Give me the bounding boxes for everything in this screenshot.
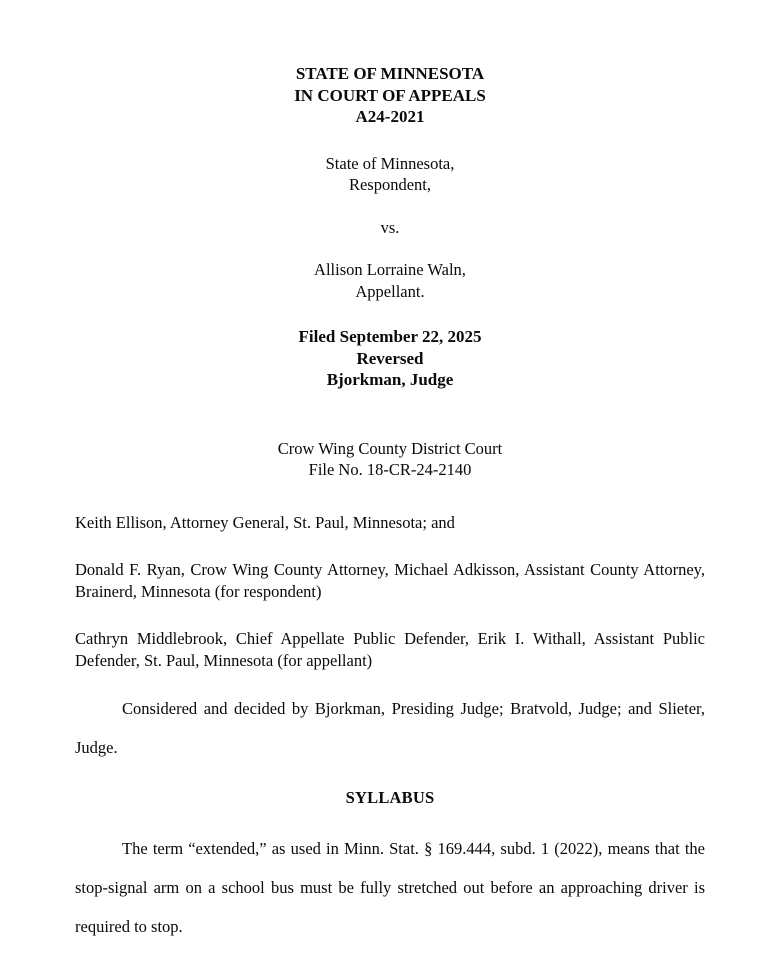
lower-court-file-number: File No. 18-CR-24-2140 — [308, 460, 472, 479]
document-body — [75, 0, 705, 946]
appellant-role: Appellant. — [355, 281, 425, 301]
respondent-name: State of Minnesota, — [325, 153, 455, 173]
state-name: STATE OF MINNESOTA — [295, 64, 485, 83]
filed-date: Filed September 22, 2025 — [298, 327, 482, 346]
counsel-entry: Donald F. Ryan, Crow Wing County Attorney, Michael Adkisson, Assistant County Attorney, Brainerd, Minnesota (for respondent) — [75, 560, 705, 601]
syllabus-heading: SYLLABUS — [345, 788, 435, 807]
disposition-block — [75, 326, 705, 391]
versus-label: vs. — [380, 217, 400, 237]
appellant-name: Allison Lorraine Waln, — [314, 260, 466, 279]
authoring-judge: Bjorkman, Judge — [326, 370, 454, 389]
court-name: IN COURT OF APPEALS — [294, 85, 486, 105]
caption-spacer-2 — [75, 238, 705, 259]
syllabus-text: The term “extended,” as used in Minn. Stat. § 169.444, subd. 1 (2022), means that the stop-signal arm on a school bus must be fully stretched out before an approaching driver is required to stop. — [75, 838, 705, 936]
disposition-outcome: Reversed — [356, 348, 424, 368]
counsel-entry: Keith Ellison, Attorney General, St. Paul, Minnesota; and — [75, 512, 455, 532]
panel-statement: Considered and decided by Bjorkman, Presiding Judge; Bratvold, Judge; and Slieter, Judge. — [75, 699, 705, 757]
court-heading — [75, 63, 705, 128]
lower-court-info — [75, 438, 705, 481]
counsel-entry: Cathryn Middlebrook, Chief Appellate Public Defender, Erik I. Withall, Assistant Public Defender, St. Paul, Minnesota (for appellant) — [75, 629, 705, 670]
respondent-role: Respondent, — [348, 175, 432, 194]
case-caption — [75, 153, 705, 303]
lower-court-name: Crow Wing County District Court — [277, 438, 503, 458]
caption-spacer-1 — [75, 196, 705, 217]
case-number: A24-2021 — [355, 107, 425, 126]
